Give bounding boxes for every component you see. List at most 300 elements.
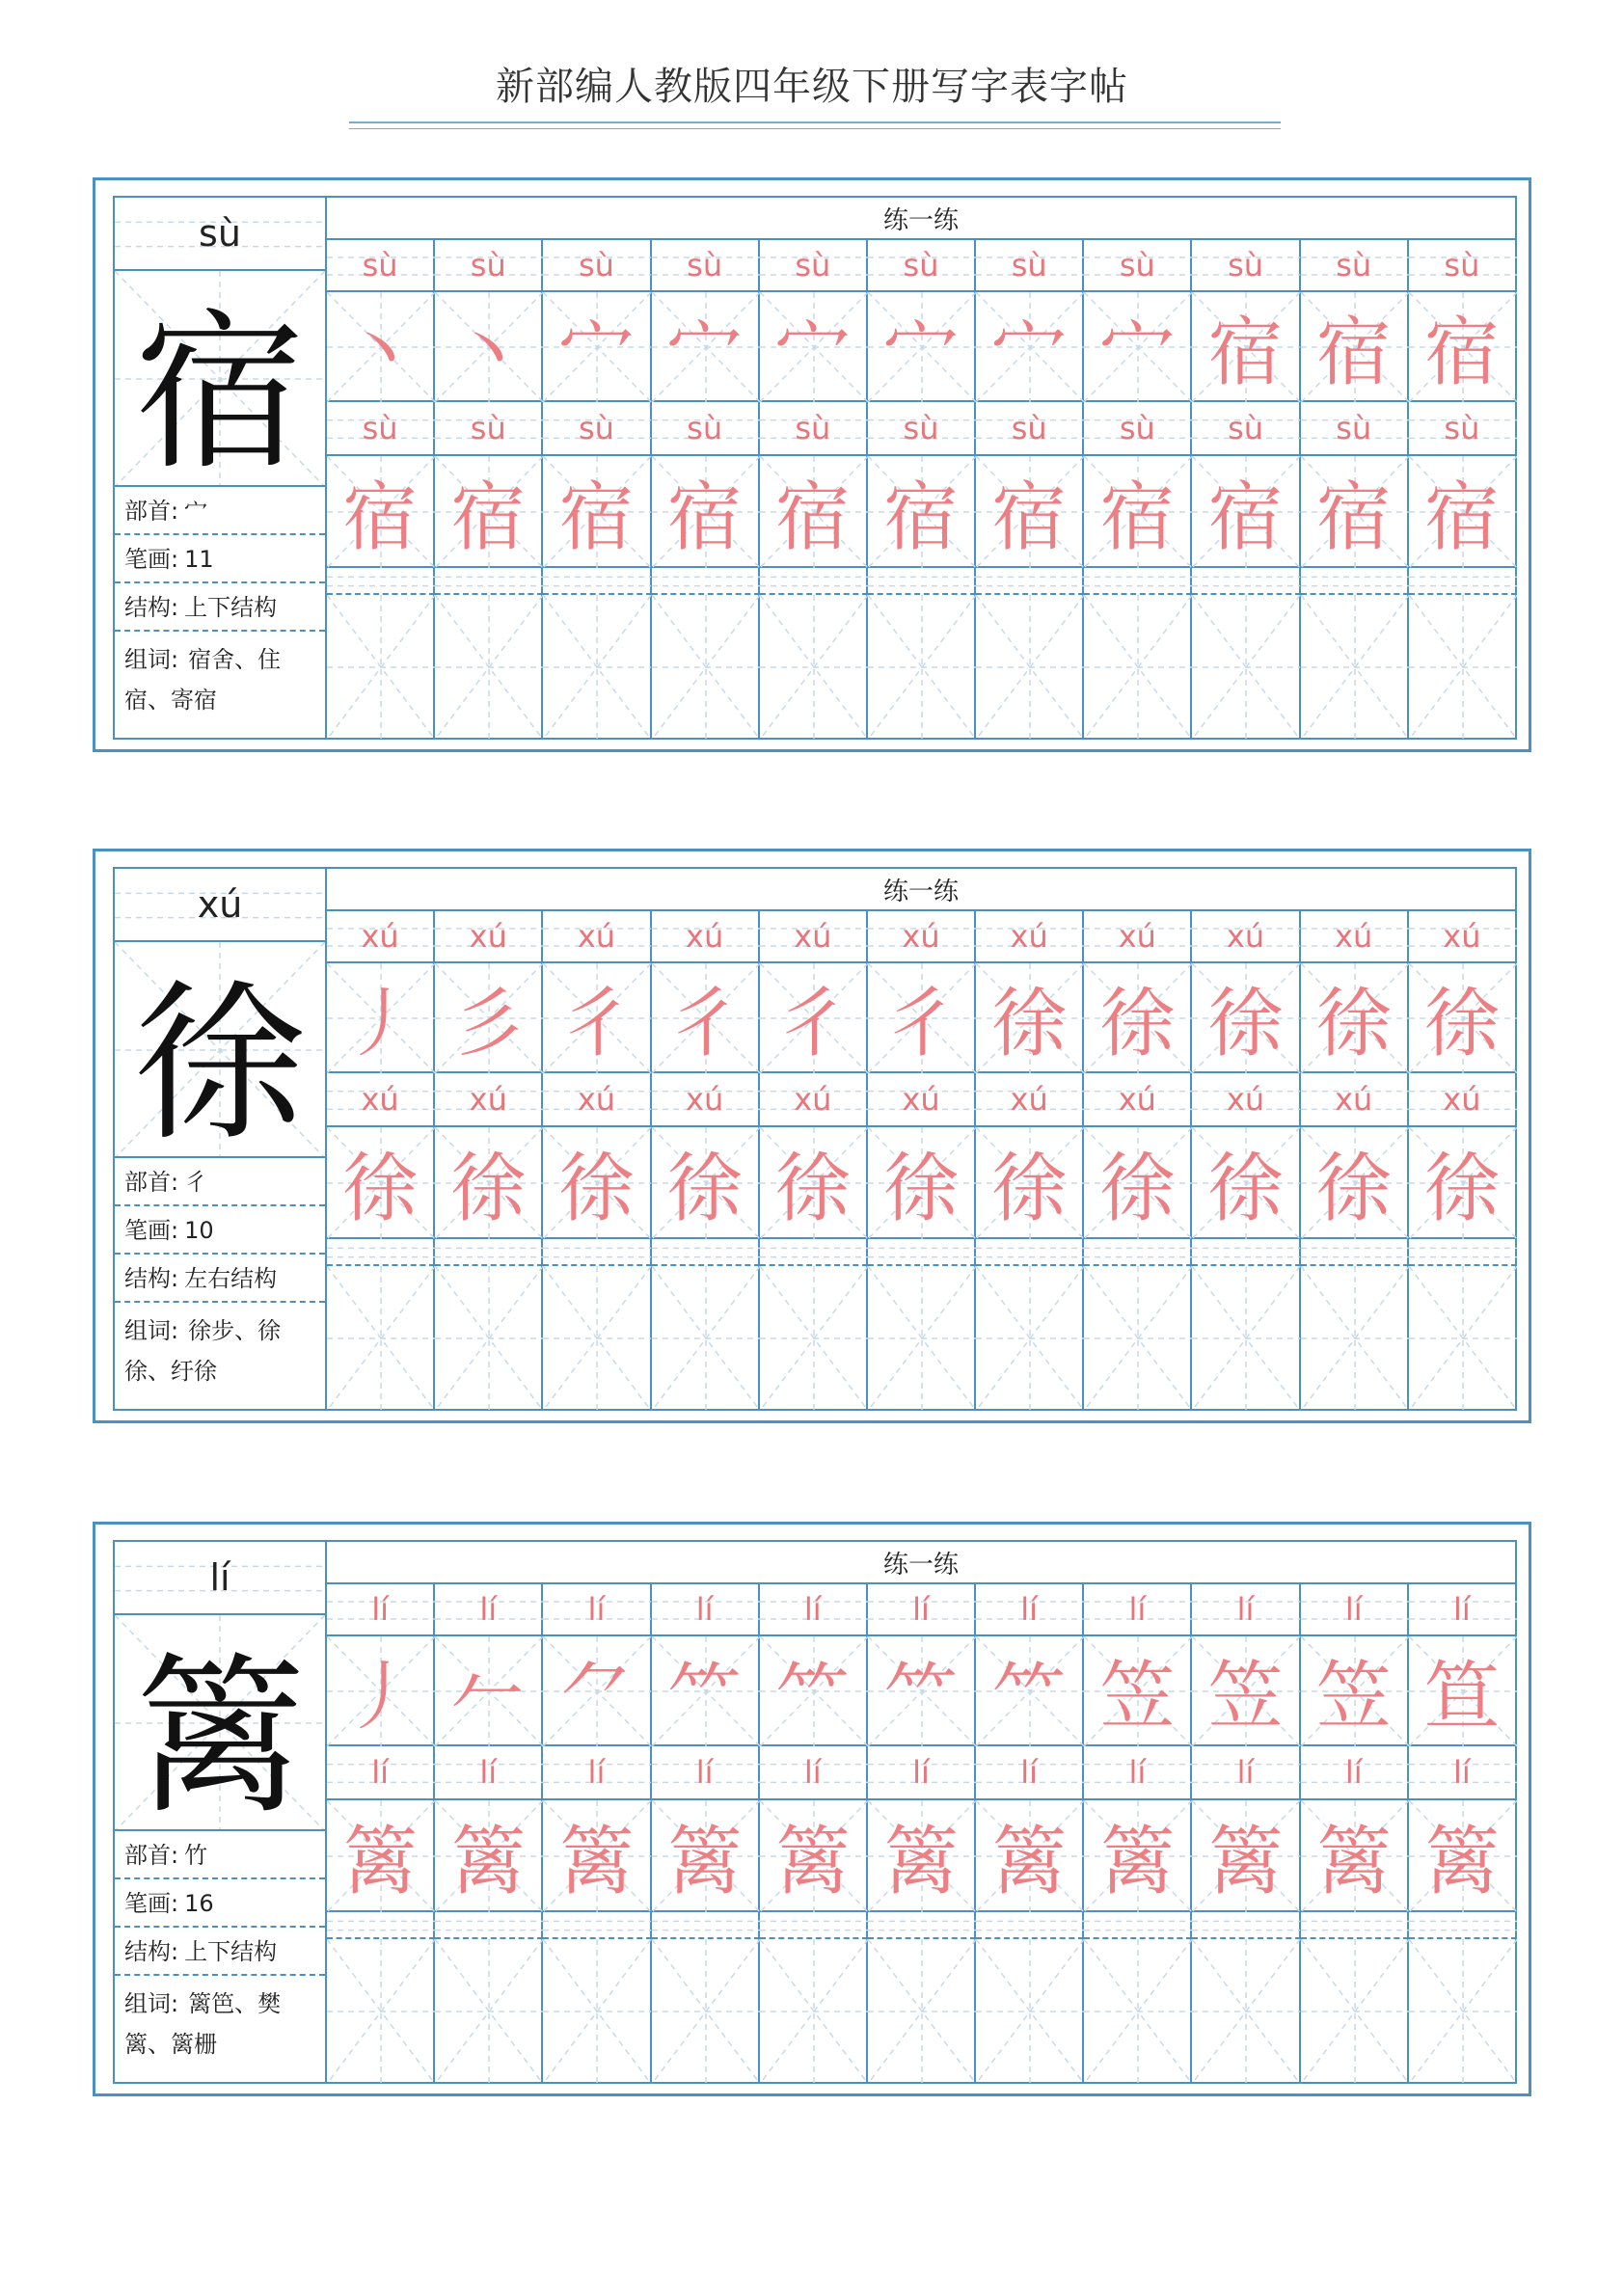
character-trace-cell[interactable] (1192, 1127, 1300, 1239)
character-trace-cell[interactable] (652, 1636, 760, 1746)
pinyin-practice-cell[interactable] (976, 1073, 1084, 1127)
blank-writing-cell[interactable] (1084, 1939, 1192, 2084)
blank-writing-cell[interactable] (976, 595, 1084, 740)
pinyin-trace: lí (1453, 1754, 1471, 1791)
info-words (115, 1303, 325, 1409)
character-trace-cell[interactable] (652, 292, 760, 402)
grid-guides (652, 1266, 760, 1411)
character-trace-cell[interactable] (327, 1800, 435, 1912)
pinyin-trace: lí (587, 1754, 606, 1791)
pinyin-practice-cell[interactable] (868, 1746, 976, 1800)
character-trace-cell[interactable] (435, 1636, 543, 1746)
pinyin-practice-cell[interactable] (868, 1073, 976, 1127)
pinyin-practice-cell[interactable] (868, 1584, 976, 1636)
blank-writing-cell[interactable] (1084, 595, 1192, 740)
pinyin-practice-cell[interactable] (1409, 1073, 1517, 1127)
blank-writing-cell[interactable] (543, 595, 651, 740)
character-trace-cell[interactable] (1409, 456, 1517, 568)
character-trace-cell[interactable] (327, 1127, 435, 1239)
practice-grid (327, 1540, 1517, 2084)
blank-writing-cell[interactable] (868, 595, 976, 740)
character-trace-cell[interactable] (543, 456, 651, 568)
pinyin-guides (652, 1912, 760, 1939)
pinyin-practice-cell[interactable] (868, 911, 976, 963)
pinyin-practice-cell[interactable] (543, 911, 651, 963)
character-trace-cell[interactable] (1409, 963, 1517, 1073)
pinyin-practice-cell[interactable] (1084, 402, 1192, 456)
info-radical-value: 竹 (184, 1842, 208, 1869)
pinyin-trace: lí (695, 1591, 714, 1628)
pinyin-trace: sù (1119, 247, 1155, 284)
blank-writing-cell[interactable] (1409, 595, 1517, 740)
grid-guides (652, 595, 760, 740)
character-trace-cell[interactable] (1409, 1127, 1517, 1239)
character-trace-cell[interactable] (1409, 292, 1517, 402)
pinyin-trace: xú (1226, 918, 1265, 955)
pinyin-practice-cell[interactable] (543, 240, 651, 292)
pinyin-practice-cell[interactable] (1192, 1073, 1300, 1127)
blank-writing-cell[interactable] (543, 1266, 651, 1411)
pinyin-trace: xú (1118, 918, 1156, 955)
character-trace: 篱 (1099, 1819, 1176, 1905)
info-structure-value: 左右结构 (184, 1265, 278, 1292)
character-trace-cell[interactable] (760, 1800, 868, 1912)
character-trace-cell[interactable] (1084, 963, 1192, 1073)
blank-writing-cell[interactable] (760, 1939, 868, 2084)
pinyin-practice-cell[interactable] (868, 240, 976, 292)
info-strokes-label: 笔画: (124, 546, 179, 573)
pinyin-practice-cell[interactable] (1301, 911, 1409, 963)
character-trace-cell[interactable] (543, 292, 651, 402)
blank-pinyin-cell[interactable] (976, 568, 1084, 595)
pinyin-practice-cell[interactable] (760, 1584, 868, 1636)
character-trace: 篱 (991, 1819, 1068, 1905)
pinyin-practice-cell[interactable] (1084, 1584, 1192, 1636)
character-trace-cell[interactable] (543, 1636, 651, 1746)
title-underline (349, 122, 1281, 123)
pinyin-practice-cell[interactable] (1301, 1746, 1409, 1800)
blank-writing-cell[interactable] (1301, 1266, 1409, 1411)
character-trace-cell[interactable] (327, 292, 435, 402)
blank-pinyin-cell[interactable] (327, 1912, 435, 1939)
blank-writing-cell[interactable] (976, 1266, 1084, 1411)
pinyin-practice-cell[interactable] (976, 1584, 1084, 1636)
pinyin-trace: sù (470, 247, 506, 284)
blank-writing-cell[interactable] (327, 1939, 435, 2084)
blank-pinyin-cell[interactable] (868, 568, 976, 595)
character-trace-cell[interactable] (1084, 1800, 1192, 1912)
blank-pinyin-cell[interactable] (435, 568, 543, 595)
character-trace-cell[interactable] (1192, 292, 1300, 402)
pinyin-practice-cell[interactable] (435, 1073, 543, 1127)
blank-pinyin-cell[interactable] (760, 568, 868, 595)
character-trace-cell[interactable] (543, 1127, 651, 1239)
blank-writing-cell[interactable] (760, 595, 868, 740)
pinyin-practice-cell[interactable] (1192, 240, 1300, 292)
character-trace: 徐 (882, 1146, 959, 1232)
info-radical (115, 1831, 325, 1879)
pinyin-practice-cell[interactable] (868, 402, 976, 456)
pinyin-practice-cell[interactable] (1192, 911, 1300, 963)
blank-pinyin-cell[interactable] (1301, 1912, 1409, 1939)
pinyin-guides (1409, 568, 1517, 595)
pinyin-guides (760, 568, 868, 595)
character-trace-cell[interactable] (1301, 292, 1409, 402)
character-trace-cell[interactable] (760, 292, 868, 402)
grid-guides (652, 1939, 760, 2084)
pinyin-practice-cell[interactable] (1192, 1746, 1300, 1800)
pinyin-trace: xú (686, 918, 724, 955)
character-trace-cell[interactable] (1084, 1127, 1192, 1239)
character-trace-cell[interactable] (1301, 456, 1409, 568)
blank-writing-cell[interactable] (1192, 1939, 1300, 2084)
pinyin-practice-cell[interactable] (976, 1746, 1084, 1800)
info-words-value: 篱笆、樊篱、篱栅 (124, 1990, 282, 2058)
character-trace-cell[interactable] (327, 456, 435, 568)
blank-pinyin-cell[interactable] (435, 1239, 543, 1266)
blank-writing-cell[interactable] (1301, 1939, 1409, 2084)
pinyin-trace: lí (1236, 1591, 1255, 1628)
character-trace: 宀 (991, 310, 1068, 396)
grid-guides (435, 595, 543, 740)
character-pinyin (115, 1542, 325, 1615)
character-trace-cell[interactable] (1301, 963, 1409, 1073)
pinyin-guides (1301, 568, 1409, 595)
pinyin-practice-cell[interactable] (435, 1746, 543, 1800)
pinyin-trace: lí (371, 1754, 389, 1791)
blank-pinyin-cell[interactable] (1192, 1912, 1300, 1939)
blank-pinyin-cell[interactable] (868, 1912, 976, 1939)
pinyin-practice-cell[interactable] (435, 240, 543, 292)
pinyin-practice-cell[interactable] (1409, 240, 1517, 292)
blank-pinyin-cell[interactable] (1084, 1239, 1192, 1266)
character-trace-cell[interactable] (1084, 456, 1192, 568)
character-trace-cell[interactable] (652, 1127, 760, 1239)
blank-pinyin-cell[interactable] (652, 568, 760, 595)
pinyin-practice-cell[interactable] (1301, 240, 1409, 292)
pinyin-practice-cell[interactable] (976, 402, 1084, 456)
character-trace-cell[interactable] (543, 1800, 651, 1912)
pinyin-practice-cell[interactable] (760, 911, 868, 963)
character-trace: 徐 (1315, 981, 1392, 1067)
pinyin-practice-cell[interactable] (976, 911, 1084, 963)
blank-writing-cell[interactable] (868, 1266, 976, 1411)
character-trace-cell[interactable] (868, 1636, 976, 1746)
character-trace-cell[interactable] (760, 1127, 868, 1239)
blank-pinyin-cell[interactable] (543, 1912, 651, 1939)
pinyin-practice-cell[interactable] (1301, 1584, 1409, 1636)
blank-pinyin-cell[interactable] (327, 1239, 435, 1266)
grid-guides (760, 595, 868, 740)
character-trace: ⺮ (774, 1654, 851, 1741)
grid-guides (543, 1266, 651, 1411)
character-trace-cell[interactable] (1192, 1800, 1300, 1912)
character-trace-cell[interactable] (868, 963, 976, 1073)
character-trace: ⺈ (558, 1654, 635, 1741)
pinyin-trace: sù (1011, 410, 1047, 446)
character-trace-cell[interactable] (435, 963, 543, 1073)
info-radical-label: 部首: (124, 1169, 179, 1196)
pinyin-trace: sù (903, 247, 939, 284)
character-trace: 笠 (1315, 1654, 1392, 1741)
pinyin-practice-cell[interactable] (1409, 1746, 1517, 1800)
character-trace: 宀 (774, 310, 851, 396)
character-model-glyph: 篱 (134, 1637, 306, 1831)
pinyin-guides (976, 1912, 1084, 1939)
blank-writing-cell[interactable] (1192, 1266, 1300, 1411)
grid-guides (760, 1939, 868, 2084)
blank-writing-cell[interactable] (652, 1266, 760, 1411)
blank-pinyin-cell[interactable] (1192, 1239, 1300, 1266)
pinyin-practice-cell[interactable] (1084, 911, 1192, 963)
pinyin-practice-cell[interactable] (543, 1746, 651, 1800)
character-trace: 篱 (1207, 1819, 1284, 1905)
blank-pinyin-cell[interactable] (1301, 1239, 1409, 1266)
character-trace-cell[interactable] (868, 1127, 976, 1239)
blank-writing-cell[interactable] (327, 595, 435, 740)
blank-writing-cell[interactable] (435, 1266, 543, 1411)
blank-writing-cell[interactable] (976, 1939, 1084, 2084)
character-trace-cell[interactable] (1301, 1127, 1409, 1239)
character-trace-cell[interactable] (327, 963, 435, 1073)
pinyin-trace: sù (1444, 410, 1480, 446)
character-trace-cell[interactable] (1084, 1636, 1192, 1746)
grid-guides (327, 1266, 435, 1411)
info-words (115, 1976, 325, 2082)
pinyin-practice-cell[interactable] (652, 911, 760, 963)
blank-writing-cell[interactable] (1301, 595, 1409, 740)
blank-writing-cell[interactable] (327, 1266, 435, 1411)
pinyin-practice-cell[interactable] (435, 911, 543, 963)
pinyin-practice-cell[interactable] (1301, 1073, 1409, 1127)
blank-pinyin-cell[interactable] (1084, 1912, 1192, 1939)
pinyin-practice-cell[interactable] (976, 240, 1084, 292)
pinyin-trace: lí (1236, 1754, 1255, 1791)
character-trace-cell[interactable] (976, 456, 1084, 568)
blank-writing-cell[interactable] (543, 1939, 651, 2084)
character-trace-cell[interactable] (1301, 1800, 1409, 1912)
pinyin-practice-cell[interactable] (1409, 1584, 1517, 1636)
character-trace: 徐 (1423, 981, 1500, 1067)
pinyin-trace: sù (1011, 247, 1047, 284)
character-trace-cell[interactable] (652, 456, 760, 568)
character-trace-cell[interactable] (543, 963, 651, 1073)
blank-writing-cell[interactable] (760, 1266, 868, 1411)
blank-pinyin-cell[interactable] (1301, 568, 1409, 595)
pinyin-practice-cell[interactable] (1409, 402, 1517, 456)
character-trace-cell[interactable] (652, 963, 760, 1073)
character-trace: 彳 (882, 981, 959, 1067)
blank-writing-cell[interactable] (1192, 595, 1300, 740)
info-structure (115, 1928, 325, 1976)
character-trace: 宀 (558, 310, 635, 396)
pinyin-trace: xú (902, 918, 940, 955)
blank-pinyin-cell[interactable] (435, 1912, 543, 1939)
character-trace: 笠 (1207, 1654, 1284, 1741)
character-trace-cell[interactable] (868, 1800, 976, 1912)
character-pinyin (115, 198, 325, 271)
pinyin-practice-cell[interactable] (652, 1584, 760, 1636)
pinyin-trace: lí (695, 1754, 714, 1791)
character-trace-cell[interactable] (435, 1127, 543, 1239)
character-trace-cell[interactable] (868, 456, 976, 568)
blank-writing-cell[interactable] (868, 1939, 976, 2084)
blank-pinyin-cell[interactable] (652, 1239, 760, 1266)
pinyin-practice-cell[interactable] (652, 402, 760, 456)
character-trace-cell[interactable] (1192, 963, 1300, 1073)
blank-pinyin-cell[interactable] (1409, 1239, 1517, 1266)
character-trace-cell[interactable] (327, 1636, 435, 1746)
pinyin-trace: sù (578, 247, 614, 284)
character-trace: 篱 (450, 1819, 527, 1905)
pinyin-practice-cell[interactable] (435, 402, 543, 456)
blank-writing-cell[interactable] (1084, 1266, 1192, 1411)
blank-pinyin-cell[interactable] (543, 1239, 651, 1266)
practice-grid (327, 196, 1517, 740)
info-words-label: 组词: (124, 646, 179, 673)
character-trace: 宿 (666, 474, 743, 561)
character-info (113, 196, 327, 740)
pinyin-guides (1409, 1239, 1517, 1266)
pinyin-practice-cell[interactable] (327, 1073, 435, 1127)
pinyin-practice-cell[interactable] (1301, 402, 1409, 456)
pinyin-practice-cell[interactable] (652, 1746, 760, 1800)
character-trace-cell[interactable] (760, 963, 868, 1073)
practice-header: 练一练 (327, 1540, 1517, 1584)
pinyin-trace: xú (1010, 1081, 1048, 1118)
blank-writing-cell[interactable] (1409, 1939, 1517, 2084)
character-trace-cell[interactable] (1301, 1636, 1409, 1746)
character-trace-cell[interactable] (1409, 1636, 1517, 1746)
info-strokes-value: 11 (184, 546, 214, 573)
info-words-value: 徐步、徐徐、纡徐 (124, 1317, 282, 1385)
blank-pinyin-cell[interactable] (976, 1239, 1084, 1266)
grid-guides (760, 1266, 868, 1411)
pinyin-practice-cell[interactable] (1192, 1584, 1300, 1636)
pinyin-practice-cell[interactable] (1084, 240, 1192, 292)
character-trace-cell[interactable] (760, 456, 868, 568)
character-trace-cell[interactable] (1192, 1636, 1300, 1746)
practice-header: 练一练 (327, 867, 1517, 911)
info-strokes-label: 笔画: (124, 1890, 179, 1917)
blank-pinyin-cell[interactable] (1409, 568, 1517, 595)
character-trace-cell[interactable] (435, 456, 543, 568)
pinyin-practice-cell[interactable] (327, 402, 435, 456)
blank-pinyin-cell[interactable] (976, 1912, 1084, 1939)
blank-pinyin-cell[interactable] (760, 1912, 868, 1939)
pinyin-practice-cell[interactable] (1409, 911, 1517, 963)
character-trace-cell[interactable] (760, 1636, 868, 1746)
character-trace: 徐 (342, 1146, 419, 1232)
blank-pinyin-cell[interactable] (652, 1912, 760, 1939)
blank-pinyin-cell[interactable] (1192, 568, 1300, 595)
character-trace: 丿 (342, 981, 419, 1067)
blank-pinyin-cell[interactable] (868, 1239, 976, 1266)
pinyin-practice-cell[interactable] (327, 1746, 435, 1800)
character-trace-cell[interactable] (976, 1800, 1084, 1912)
blank-pinyin-cell[interactable] (760, 1239, 868, 1266)
grid-guides (868, 1266, 976, 1411)
character-trace-cell[interactable] (976, 1127, 1084, 1239)
character-trace-cell[interactable] (1409, 1800, 1517, 1912)
pinyin-guides (327, 1912, 435, 1939)
blank-pinyin-cell[interactable] (327, 568, 435, 595)
pinyin-practice-cell[interactable] (652, 240, 760, 292)
character-trace: 篱 (666, 1819, 743, 1905)
character-trace: 彡 (450, 981, 527, 1067)
character-trace: ⺮ (666, 1654, 743, 1741)
pinyin-practice-cell[interactable] (760, 402, 868, 456)
card-inner (113, 1540, 1517, 2084)
blank-writing-cell[interactable] (652, 1939, 760, 2084)
character-trace: 徐 (991, 981, 1068, 1067)
character-trace: 宿 (1315, 474, 1392, 561)
blank-writing-cell[interactable] (435, 1939, 543, 2084)
pinyin-practice-cell[interactable] (760, 1746, 868, 1800)
pinyin-practice-cell[interactable] (543, 1584, 651, 1636)
pinyin-practice-cell[interactable] (543, 402, 651, 456)
blank-writing-cell[interactable] (435, 595, 543, 740)
pinyin-trace: lí (912, 1754, 930, 1791)
character-trace-cell[interactable] (652, 1800, 760, 1912)
pinyin-guides (1084, 1239, 1192, 1266)
blank-writing-cell[interactable] (652, 595, 760, 740)
character-trace-cell[interactable] (976, 963, 1084, 1073)
pinyin-practice-cell[interactable] (435, 1584, 543, 1636)
blank-writing-cell[interactable] (1409, 1266, 1517, 1411)
info-strokes (115, 535, 325, 583)
pinyin-practice-cell[interactable] (327, 240, 435, 292)
character-pinyin-text: sù (199, 212, 241, 255)
pinyin-guides (976, 1239, 1084, 1266)
character-trace-cell[interactable] (868, 292, 976, 402)
pinyin-practice-cell[interactable] (327, 911, 435, 963)
pinyin-guides (760, 1912, 868, 1939)
character-trace: 宿 (1207, 310, 1284, 396)
character-trace-cell[interactable] (435, 1800, 543, 1912)
blank-pinyin-cell[interactable] (543, 568, 651, 595)
pinyin-practice-cell[interactable] (1192, 402, 1300, 456)
pinyin-practice-cell[interactable] (760, 1073, 868, 1127)
character-model (115, 271, 325, 487)
pinyin-trace: sù (1228, 410, 1264, 446)
pinyin-practice-cell[interactable] (1084, 1073, 1192, 1127)
blank-pinyin-cell[interactable] (1409, 1912, 1517, 1939)
character-trace: 徐 (1099, 1146, 1176, 1232)
character-trace-cell[interactable] (976, 292, 1084, 402)
character-trace: 徐 (1423, 1146, 1500, 1232)
grid-guides (1192, 1266, 1300, 1411)
pinyin-practice-cell[interactable] (1084, 1746, 1192, 1800)
character-trace-cell[interactable] (1084, 292, 1192, 402)
pinyin-trace: xú (902, 1081, 940, 1118)
character-trace-cell[interactable] (976, 1636, 1084, 1746)
character-trace-cell[interactable] (1192, 456, 1300, 568)
info-words-value: 宿舍、住宿、寄宿 (124, 646, 282, 714)
pinyin-practice-cell[interactable] (652, 1073, 760, 1127)
info-words-label: 组词: (124, 1990, 179, 2017)
grid-guides (543, 595, 651, 740)
character-trace-cell[interactable] (435, 292, 543, 402)
info-radical-label: 部首: (124, 498, 179, 525)
character-trace: 宿 (1423, 310, 1500, 396)
grid-guides (868, 1939, 976, 2084)
pinyin-practice-cell[interactable] (543, 1073, 651, 1127)
pinyin-practice-cell[interactable] (760, 240, 868, 292)
blank-pinyin-cell[interactable] (1084, 568, 1192, 595)
pinyin-trace: sù (1336, 410, 1372, 446)
pinyin-practice-cell[interactable] (327, 1584, 435, 1636)
